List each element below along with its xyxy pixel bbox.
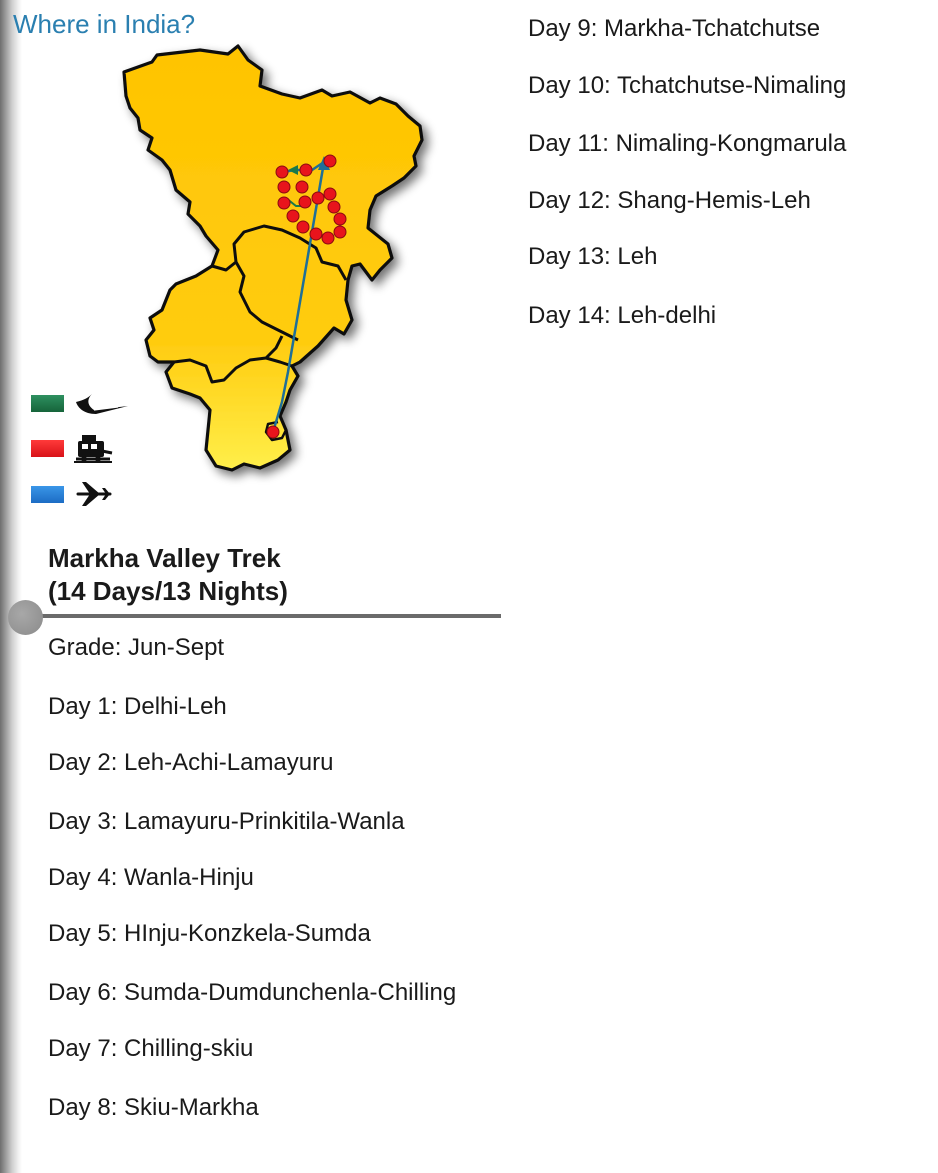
itinerary-day-9: Day 9: Markha-Tchatchutse xyxy=(528,15,821,42)
legend-train xyxy=(31,434,132,462)
itinerary-day-3: Day 3: Lamayuru-Prinkitila-Wanla xyxy=(48,808,405,835)
itinerary-day-6: Day 6: Sumda-Dumdunchenla-Chilling xyxy=(48,979,457,1006)
itinerary-day-10: Day 10: Tchatchutse-Nimaling xyxy=(528,72,847,99)
itinerary-day-11: Day 11: Nimaling-Kongmarula xyxy=(528,130,847,157)
itinerary-day-5: Day 5: HInju-Konzkela-Sumda xyxy=(48,920,371,947)
itinerary-day-13: Day 13: Leh xyxy=(528,243,658,270)
legend-road xyxy=(31,389,132,417)
itinerary-day-12: Day 12: Shang-Hemis-Leh xyxy=(528,187,811,214)
itinerary-day-7: Day 7: Chilling-skiu xyxy=(48,1035,254,1062)
itinerary-day-14: Day 14: Leh-delhi xyxy=(528,302,717,329)
itinerary-day-4: Day 4: Wanla-Hinju xyxy=(48,864,254,891)
trek-title xyxy=(48,542,288,608)
region-outline xyxy=(124,46,422,470)
plane-icon xyxy=(72,477,132,511)
itinerary-day-8: Day 8: Skiu-Markha xyxy=(48,1094,259,1121)
train-icon xyxy=(72,431,132,465)
legend-flight xyxy=(31,480,132,508)
itinerary-day-2: Day 2: Leh-Achi-Lamayuru xyxy=(48,749,334,776)
itinerary-day-1: Day 1: Delhi-Leh xyxy=(48,693,227,720)
map-title: Where in India? xyxy=(13,9,196,39)
divider-knob xyxy=(8,600,43,635)
flight-swatch xyxy=(31,486,64,503)
train-swatch xyxy=(31,440,64,457)
trek-title-duration: (14 Days/13 Nights) xyxy=(48,576,288,606)
trek-grade: Grade: Jun-Sept xyxy=(48,634,225,661)
trek-title-name: Markha Valley Trek xyxy=(48,543,281,573)
section-divider xyxy=(22,614,501,618)
road-swatch xyxy=(31,395,64,412)
road-icon xyxy=(72,386,132,420)
